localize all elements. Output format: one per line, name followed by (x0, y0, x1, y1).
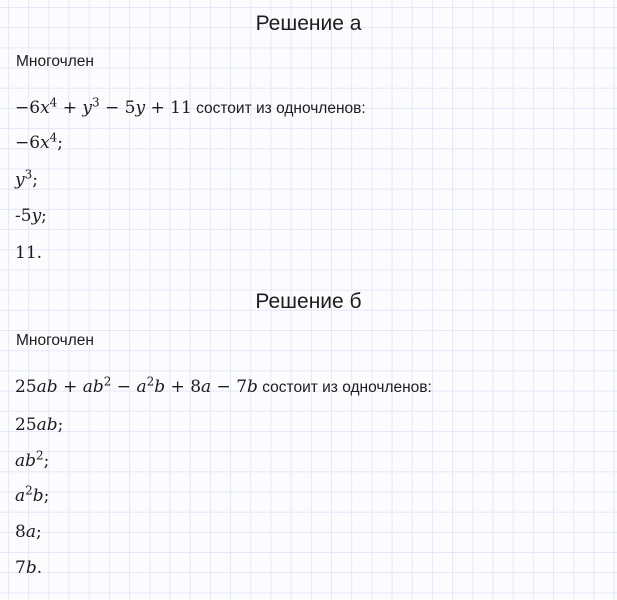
section-a-monomial-1: $-6x^4$; (15, 130, 64, 153)
section-b-polynomial-line (15, 376, 432, 399)
section-a-polynomial-expression: $-6x^4 + y^3 - 5y + 11$ (15, 95, 192, 118)
section-b-monomial-2: $ab^2$; (15, 448, 50, 471)
section-b-monomial-4: 8a; (15, 522, 42, 542)
section-b-monomial-5: 7b. (15, 558, 43, 578)
section-a-monomial-3: -5y; (15, 206, 47, 226)
section-a-title: Решение а (255, 12, 362, 35)
section-b-polynomial-label: Многочлен (16, 332, 94, 349)
section-a-formula-suffix: состоит из одночленов: (191, 100, 366, 117)
section-a-polynomial-line (15, 97, 366, 120)
section-b-monomial-3: $a^2b$; (15, 483, 50, 506)
section-a-monomial-2: $y^3$; (15, 167, 38, 190)
section-b-formula-suffix: состоит из одночленов: (257, 379, 432, 396)
section-b-monomial-1: 25ab; (15, 415, 64, 435)
section-b-polynomial-expression: $25ab + ab^2 - a^2b + 8a - 7b$ (15, 374, 258, 397)
section-a-polynomial-label: Многочлен (16, 53, 94, 70)
section-b-title: Решение б (255, 290, 362, 313)
section-a-monomial-4: 11. (15, 243, 43, 263)
